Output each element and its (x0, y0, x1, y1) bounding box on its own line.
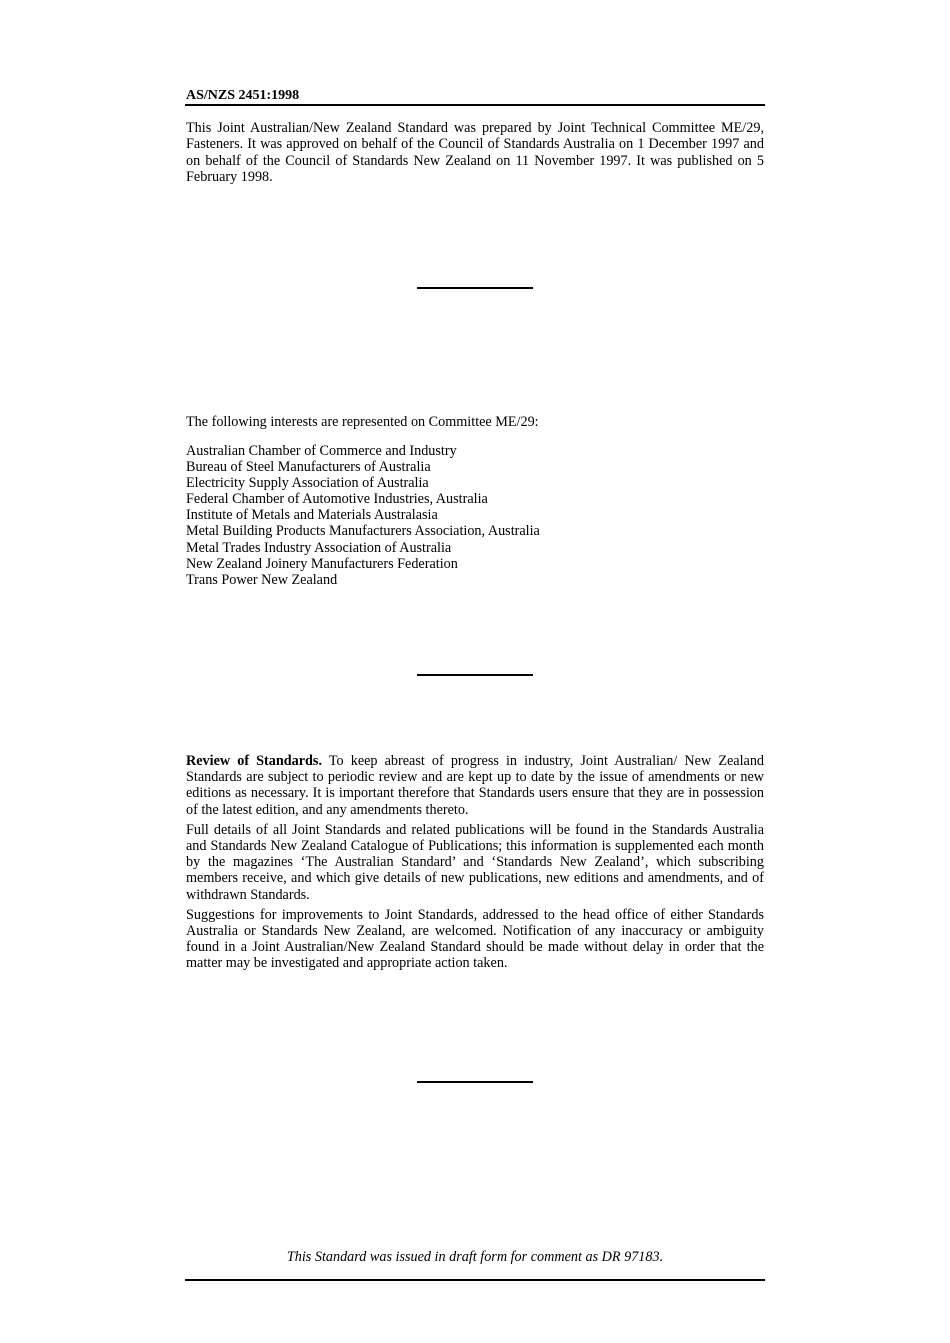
list-item: New Zealand Joinery Manufacturers Federation (186, 555, 458, 572)
review-heading: Review of Standards. (186, 753, 322, 769)
preparation-paragraph: This Joint Australian/New Zealand Standard was prepared by Joint Technical Committee ME/29, Fasteners. It was approved on behalf of the Council of Standards Australia on 1 December 1997 and on behalf of the Council of Standards New Zealand on 11 November 1997. It was published on 5 February 1998. (186, 120, 764, 185)
review-paragraph-2: Full details of all Joint Standards and related publications will be found in the Standards Australia and Standards New Zealand Catalogue of Publications; this information is supplemented each month by the magazines ‘The Australian Standard’ and ‘Standards New Zealand’, which subscribing members receive, and which give details of new publications, new editions and amendments, and of withdrawn Standards. (186, 821, 764, 903)
interests-intro: The following interests are represented on Committee ME/29: (186, 414, 539, 430)
list-item: Federal Chamber of Automotive Industries, Australia (186, 491, 488, 508)
list-item: Trans Power New Zealand (186, 571, 338, 588)
review-paragraph-1-text: To keep abreast of progress in industry, Joint Australian/ New Zealand Standards are subject to periodic review and are kept up to date by the issue of amendments or new editions as necessary. It is important therefore that Standards users ensure that they are in possession of the latest edition, and any amendments thereto. (186, 753, 765, 818)
list-item: Australian Chamber of Commerce and Industry (186, 443, 457, 459)
list-item: Bureau of Steel Manufacturers of Australia (186, 459, 431, 476)
review-paragraph-3: Suggestions for improvements to Joint Standards, addressed to the head office of either Standards Australia or Standards New Zealand, are welcomed. Notification of any inaccuracy or ambiguity found in a Joint Australian/New Zealand Standard should be made without delay in order that the matter may be investigated and appropriate action taken. (186, 906, 764, 972)
interests-list (186, 443, 540, 588)
header-rule (185, 104, 765, 106)
draft-note: This Standard was issued in draft form for comment as DR 97183. (286, 1249, 664, 1265)
list-item: Metal Building Products Manufacturers Association, Australia (186, 523, 540, 540)
section-divider (417, 674, 533, 676)
review-section (186, 753, 764, 976)
footer-rule (185, 1279, 765, 1281)
list-item: Electricity Supply Association of Australia (186, 475, 429, 492)
standard-id-heading: AS/NZS 2451:1998 (186, 88, 300, 103)
list-item: Metal Trades Industry Association of Australia (186, 539, 452, 556)
section-divider (417, 287, 533, 289)
list-item: Institute of Metals and Materials Australasia (186, 507, 438, 524)
section-divider (417, 1081, 533, 1083)
review-paragraph-1 (186, 753, 764, 818)
